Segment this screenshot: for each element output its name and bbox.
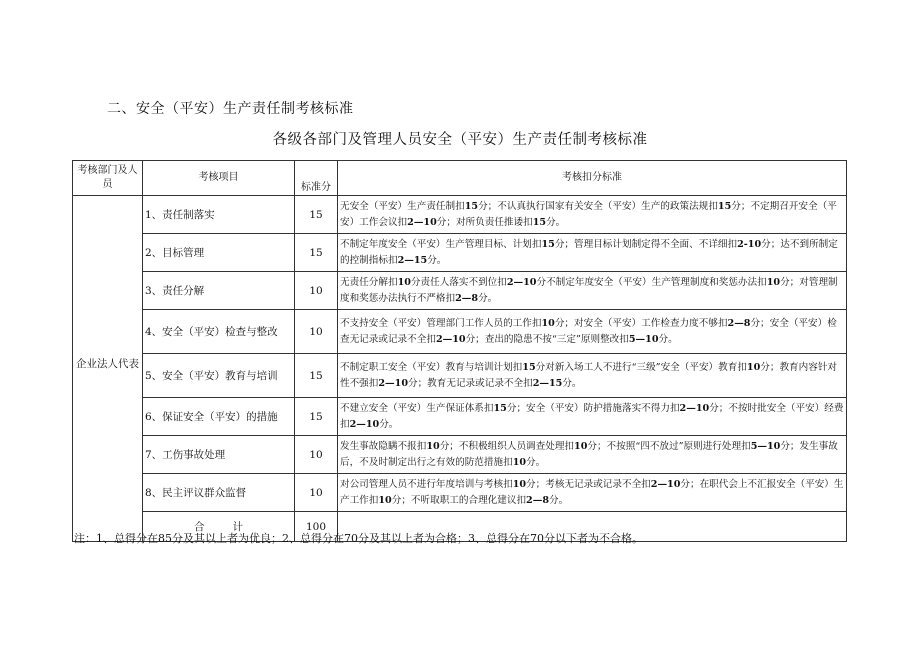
- criteria-cell: 无责任分解扣10分责任人落实不到位扣2—10分不制定年度安全（平安）生产管理制度和奖惩办法扣10分；对管理制度和奖惩办法执行不严格扣2—8分。: [338, 272, 847, 310]
- score-cell: 10: [295, 436, 338, 474]
- section-heading: 二、安全（平安）生产责任制考核标准: [107, 101, 354, 117]
- criteria-cell: 不建立安全（平安）生产保证体系扣15分；安全（平安）防护措施落实不得力扣2—10分；不按时批安全（平安）经费扣2—10分。: [338, 398, 847, 436]
- score-cell: 10: [295, 272, 338, 310]
- score-cell: 15: [295, 234, 338, 272]
- header-item: 考核项目: [143, 161, 295, 196]
- table-row: [73, 310, 847, 354]
- item-cell: 7、工伤事故处理: [143, 436, 295, 474]
- table-title: 各级各部门及管理人员安全（平安）生产责任制考核标准: [272, 132, 648, 148]
- header-criteria: 考核扣分标准: [338, 161, 847, 196]
- total-score: 100: [295, 512, 338, 542]
- total-label: 合计: [143, 512, 295, 542]
- criteria-cell: 不制定职工安全（平安）教育与培训计划扣15分对新入场工人不进行“三级”安全（平安）教育扣10分；教育内容针对性不强扣2—10分；教育无记录或记录不全扣2—15分。: [338, 354, 847, 398]
- item-cell: 5、安全（平安）教育与培训: [143, 354, 295, 398]
- header-score: 标准分: [295, 161, 338, 196]
- item-cell: 6、保证安全（平安）的措施: [143, 398, 295, 436]
- criteria-cell: 不支持安全（平安）管理部门工作人员的工作扣10分；对安全（平安）工作检查力度不够扣2—8分；安全（平安）检查无记录或记录不全扣2—10分；查出的隐患不按“三定”原则整改扣5—10分。: [338, 310, 847, 354]
- table-row: [73, 398, 847, 436]
- table-row: [73, 354, 847, 398]
- table-row: [73, 196, 847, 234]
- criteria-cell: 无安全（平安）生产责任制扣15分；不认真执行国家有关安全（平安）生产的政策法规扣15分；不定期召开安全（平安）工作会议扣2—10分；对所负责任推诿扣15分。: [338, 196, 847, 234]
- score-cell: 15: [295, 354, 338, 398]
- table-row: [73, 234, 847, 272]
- table-row: [73, 272, 847, 310]
- table-row: [73, 474, 847, 512]
- criteria-cell: 不制定年度安全（平安）生产管理目标、计划扣15分；管理目标计划制定得不全面、不详细扣2-10分；达不到所制定的控制指标扣2—15分。: [338, 234, 847, 272]
- table-row: [73, 436, 847, 474]
- item-cell: 2、目标管理: [143, 234, 295, 272]
- item-cell: 8、民主评议群众监督: [143, 474, 295, 512]
- header-dept: 考核部门及人员: [73, 161, 143, 196]
- criteria-cell: 发生事故隐瞒不报扣10分；不积极组织人员调查处理扣10分；不按照“四不放过”原则进行处理扣5—10分；发生事故后，不及时制定出行之有效的防范措施扣10分。: [338, 436, 847, 474]
- criteria-cell: 对公司管理人员不进行年度培训与考核扣10分；考核无记录或记录不全扣2—10分；在职代会上不汇报安全（平安）生产工作扣10分；不听取职工的合理化建议扣2—8分。: [338, 474, 847, 512]
- header-row: [73, 161, 847, 196]
- item-cell: 1、责任制落实: [143, 196, 295, 234]
- score-cell: 15: [295, 398, 338, 436]
- score-cell: 10: [295, 310, 338, 354]
- footnote: 注：1、总得分在85分及其以上者为优良；2、总得分在70分及其以上者为合格；3、总得分在70分以下者为不合格。: [74, 532, 643, 545]
- item-cell: 3、责任分解: [143, 272, 295, 310]
- score-cell: 10: [295, 474, 338, 512]
- item-cell: 4、安全（平安）检查与整改: [143, 310, 295, 354]
- dept-cell: 企业法人代表: [73, 196, 143, 542]
- score-cell: 15: [295, 196, 338, 234]
- assessment-table: [72, 160, 847, 542]
